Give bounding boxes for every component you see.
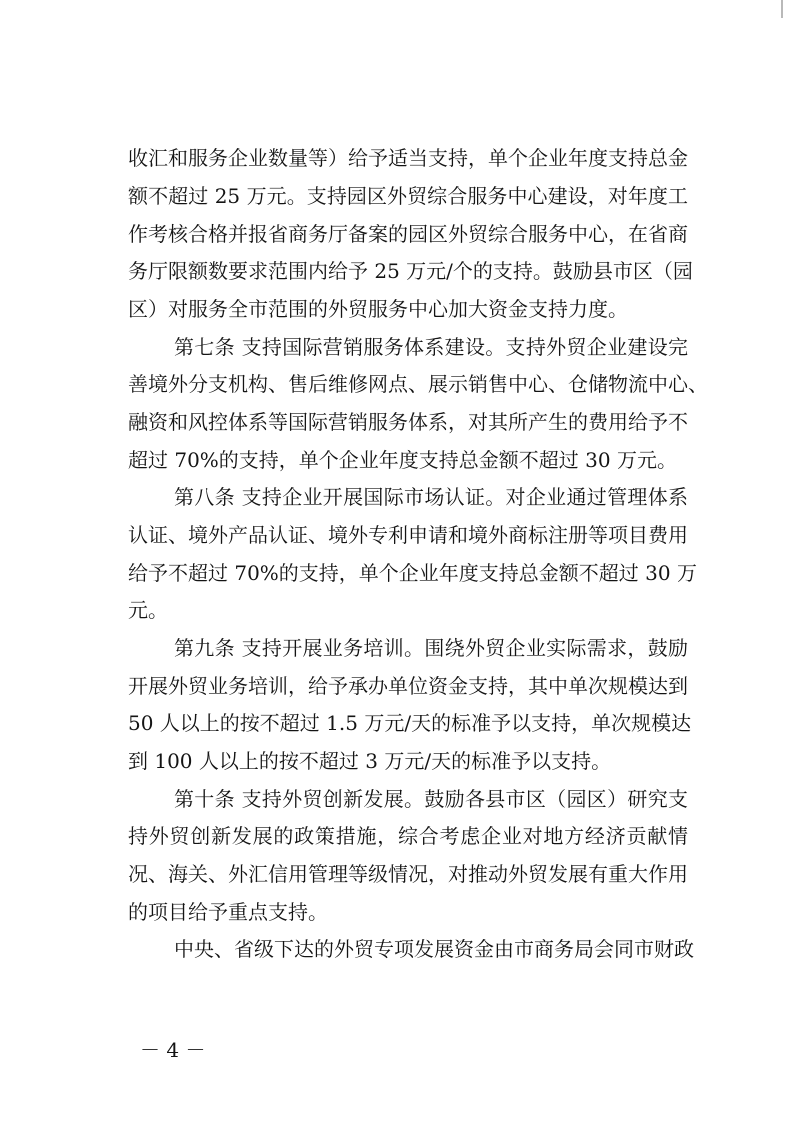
article-7-heading-line: 第七条 支持国际营销服务体系建设。支持外贸企业建设完	[174, 335, 688, 359]
text-line-15: 开展外贸业务培训，给予承办单位资金支持，其中单次规模达到	[128, 674, 688, 698]
text-line-22: 中央、省级下达的外贸专项发展资金由市商务局会同市财政	[174, 937, 694, 961]
text-line-20: 况、海关、外汇信用管理等级情况，对推动外贸发展有重大作用	[128, 862, 688, 886]
article-8-heading-line: 第八条 支持企业开展国际市场认证。对企业通过管理体系	[174, 485, 688, 509]
text-line-21: 的项目给予重点支持。	[128, 900, 328, 924]
text-line-5: 区）对服务全市范围的外贸服务中心加大资金支持力度。	[128, 297, 628, 321]
text-line-11: 认证、境外产品认证、境外专利申请和境外商标注册等项目费用	[128, 523, 688, 547]
text-line-13: 元。	[128, 598, 168, 622]
text-line-1: 收汇和服务企业数量等）给予适当支持，单个企业年度支持总金	[128, 146, 688, 170]
text-line-4: 务厅限额数要求范围内给予 25 万元/个的支持。鼓励县市区（园	[128, 259, 693, 283]
article-10-heading-line: 第十条 支持外贸创新发展。鼓励各县市区（园区）研究支	[174, 787, 688, 811]
page-number: － 4 －	[140, 1038, 206, 1062]
text-line-7: 善境外分支机构、售后维修网点、展示销售中心、仓储物流中心、	[128, 372, 708, 396]
text-line-12: 给予不超过 70%的支持，单个企业年度支持总金额不超过 30 万	[128, 561, 697, 585]
scan-edge-mark	[781, 0, 783, 18]
text-line-17: 到 100 人以上的按不超过 3 万元/天的标准予以支持。	[128, 749, 612, 773]
article-9-heading-line: 第九条 支持开展业务培训。围绕外贸企业实际需求，鼓励	[174, 636, 688, 660]
text-line-16: 50 人以上的按不超过 1.5 万元/天的标准予以支持，单次规模达	[128, 711, 692, 735]
text-line-9: 超过 70%的支持，单个企业年度支持总金额不超过 30 万元。	[128, 448, 677, 472]
text-line-8: 融资和风控体系等国际营销服务体系，对其所产生的费用给予不	[128, 410, 688, 434]
text-line-3: 作考核合格并报省商务厅备案的园区外贸综合服务中心，在省商	[128, 222, 688, 246]
text-line-19: 持外贸创新发展的政策措施，综合考虑企业对地方经济贡献情	[128, 824, 688, 848]
text-line-2: 额不超过 25 万元。支持园区外贸综合服务中心建设，对年度工	[128, 184, 688, 208]
